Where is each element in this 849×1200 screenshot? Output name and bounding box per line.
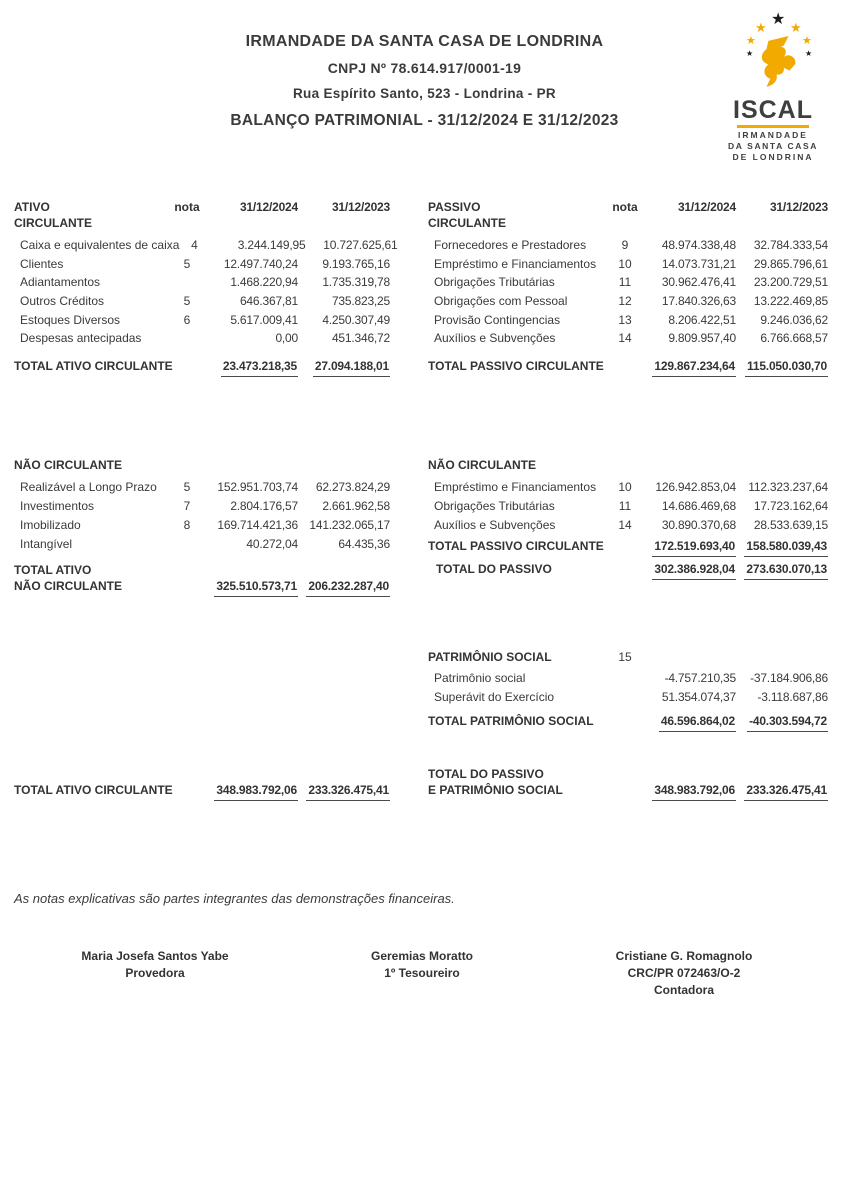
- row-value-2024: 9.809.957,40: [668, 331, 736, 346]
- star-icon: ★: [755, 20, 767, 35]
- total-label: TOTAL PATRIMÔNIO SOCIAL: [428, 714, 594, 728]
- row-label: Clientes: [20, 256, 64, 271]
- row-value-2023: 23.200.729,51: [753, 275, 828, 290]
- total-value-2023: 115.050.030,70: [745, 359, 828, 377]
- total-passivo-circulante: [428, 359, 828, 377]
- total-value-2023: 206.232.287,40: [306, 579, 390, 597]
- total-value-2024: 23.473.218,35: [221, 359, 298, 377]
- row-value-2024: 30.890.370,68: [661, 518, 736, 532]
- table-row: [428, 294, 828, 313]
- logo-subtitle: DE LONDRINA: [732, 152, 814, 162]
- patrimonio-title-row: [428, 650, 828, 671]
- org-cnpj: CNPJ Nº 78.614.917/0001-19: [327, 60, 522, 76]
- row-value-2023: 112.323.237,64: [748, 480, 828, 494]
- table-row: [428, 238, 828, 257]
- total-passivo-nao-circulante: [428, 539, 828, 555]
- row-value-2023: 29.865.796,61: [753, 256, 828, 271]
- section-passivo-nao-circulante: [428, 458, 828, 580]
- row-label: Fornecedores e Prestadores: [434, 238, 587, 252]
- star-icon: ★: [790, 20, 802, 35]
- table-row: [428, 480, 828, 499]
- row-nota: 13: [618, 312, 632, 327]
- iscal-figure-icon: [754, 34, 802, 88]
- org-address: Rua Espírito Santo, 523 - Londrina - PR: [293, 86, 556, 101]
- column-header-2023: 31/12/2023: [769, 200, 828, 214]
- column-header-2024: 31/12/2024: [677, 200, 736, 214]
- row-nota: 5: [183, 480, 191, 494]
- row-label: Empréstimo e Financiamentos: [434, 256, 597, 271]
- row-value-2023: 451.346,72: [331, 331, 390, 346]
- row-label: Realizável a Longo Prazo: [20, 480, 157, 494]
- row-nota: 14: [618, 518, 632, 532]
- row-value-2023: 10.727.625,61: [323, 238, 398, 252]
- table-row: [14, 480, 390, 499]
- row-label: Provisão Contingencias: [434, 312, 561, 327]
- total-value-2023: 158.580.039,43: [744, 539, 828, 557]
- row-value-2024: 14.073.731,21: [661, 256, 736, 271]
- table-row: [428, 257, 828, 276]
- row-value-2024: 48.974.338,48: [661, 238, 736, 252]
- row-nota: 10: [618, 256, 632, 271]
- row-label: Patrimônio social: [434, 671, 526, 685]
- table-row: [428, 671, 828, 690]
- row-value-2023: 13.222.469,85: [753, 294, 828, 309]
- logo-acronym: ISCAL: [733, 96, 813, 124]
- section-patrimonio-social: [428, 650, 828, 732]
- table-row: [14, 294, 390, 313]
- signature-provedora: [40, 948, 270, 982]
- section-title: PATRIMÔNIO SOCIAL: [428, 650, 552, 664]
- row-value-2023: -37.184.906,86: [750, 671, 828, 685]
- total-value-2024: 302.386.928,04: [652, 562, 736, 580]
- row-nota: 7: [183, 499, 191, 513]
- row-label: Estoques Diversos: [20, 312, 121, 327]
- row-value-2023: -3.118.687,86: [757, 690, 828, 704]
- row-value-2023: 32.784.333,54: [753, 238, 828, 252]
- row-value-2023: 28.533.639,15: [753, 518, 828, 532]
- row-value-2023: 62.273.824,29: [315, 480, 390, 494]
- section-ativo-circulante: [14, 200, 398, 377]
- table-row: [14, 499, 390, 518]
- signature-name: Geremias Moratto: [370, 949, 474, 963]
- table-row: [14, 537, 390, 556]
- row-value-2024: 3.244.149,95: [237, 238, 306, 252]
- row-label: Imobilizado: [20, 518, 81, 532]
- grand-total-ativo: [14, 783, 390, 801]
- signature-name: Cristiane G. Romagnolo: [615, 949, 753, 963]
- row-label: Obrigações Tributárias: [434, 499, 555, 513]
- row-value-2024: 17.840.326,63: [661, 294, 736, 309]
- row-label: Investimentos: [20, 499, 95, 513]
- signature-role: Provedora: [125, 966, 185, 980]
- row-label: Intangível: [20, 537, 73, 551]
- section-title: NÃO CIRCULANTE: [14, 458, 122, 472]
- row-value-2023: 6.766.668,57: [760, 331, 828, 346]
- row-label: Obrigações Tributárias: [434, 275, 555, 290]
- table-row: [428, 499, 828, 518]
- row-nota: 5: [183, 256, 191, 271]
- column-header-2024: 31/12/2024: [239, 200, 298, 214]
- total-label-line2: E PATRIMÔNIO SOCIAL: [428, 783, 563, 797]
- row-nota: 9: [621, 238, 629, 252]
- row-nota: 8: [183, 518, 191, 532]
- total-value-2023: 27.094.188,01: [313, 359, 390, 377]
- section-title: NÃO CIRCULANTE: [428, 458, 536, 472]
- row-label: Obrigações com Pessoal: [434, 294, 568, 309]
- row-value-2023: 1.735.319,78: [322, 275, 390, 290]
- row-value-2023: 141.232.065,17: [309, 518, 390, 532]
- star-icon: ★: [802, 35, 812, 47]
- row-value-2024: 126.942.853,04: [655, 480, 736, 494]
- total-label: TOTAL PASSIVO CIRCULANTE: [428, 539, 604, 553]
- row-label: Superávit do Exercício: [434, 690, 555, 704]
- total-value-2024: 348.983.792,06: [652, 783, 736, 801]
- star-icon: ★: [805, 49, 813, 58]
- total-value-2024: 46.596.864,02: [659, 714, 736, 732]
- row-value-2024: 14.686.469,68: [661, 499, 736, 513]
- section-title: PASSIVO: [428, 200, 481, 214]
- row-nota: 11: [618, 275, 632, 290]
- total-label: TOTAL ATIVO CIRCULANTE: [14, 783, 173, 797]
- logo-divider: [737, 125, 809, 128]
- table-row: [14, 518, 390, 537]
- row-value-2023: 2.661.962,58: [322, 499, 390, 513]
- column-header-nota: nota: [612, 200, 638, 214]
- total-label-line1: TOTAL DO PASSIVO: [428, 767, 544, 781]
- row-label: Empréstimo e Financiamentos: [434, 480, 597, 494]
- total-label: TOTAL ATIVO CIRCULANTE: [14, 359, 173, 374]
- row-value-2024: 12.497.740,24: [223, 256, 298, 271]
- row-nota: 6: [183, 312, 191, 327]
- row-value-2023: 9.246.036,62: [760, 312, 828, 327]
- row-label: Caixa e equivalentes de caixa: [20, 238, 180, 252]
- row-nota: 5: [183, 294, 191, 309]
- total-value-2023: -40.303.594,72: [747, 714, 828, 732]
- row-nota: 14: [618, 331, 632, 346]
- row-label: Outros Créditos: [20, 294, 105, 309]
- row-value-2023: 64.435,36: [338, 537, 390, 551]
- row-value-2023: 9.193.765,16: [322, 256, 390, 271]
- grand-total-passivo: [428, 767, 828, 801]
- signature-contadora: [569, 948, 799, 999]
- section-nota: 15: [618, 650, 632, 664]
- signature-role: CRC/PR 072463/O-2: [627, 966, 741, 980]
- row-value-2024: 40.272,04: [246, 537, 298, 551]
- section-passivo-circulante: [428, 200, 828, 377]
- row-nota: 11: [618, 499, 632, 513]
- row-value-2023: 17.723.162,64: [753, 499, 828, 513]
- row-value-2024: 8.206.422,51: [668, 312, 736, 327]
- column-header-nota: nota: [174, 200, 200, 214]
- table-row: [428, 331, 828, 350]
- table-row: [428, 518, 828, 537]
- row-value-2024: 2.804.176,57: [230, 499, 298, 513]
- row-value-2024: 0,00: [275, 331, 298, 346]
- table-row: [14, 331, 390, 350]
- star-icon: ★: [746, 35, 756, 47]
- total-value-2023: 233.326.475,41: [306, 783, 390, 801]
- signature-name: Maria Josefa Santos Yabe: [81, 949, 229, 963]
- total-ativo-circulante: [14, 359, 390, 377]
- total-do-passivo: [428, 562, 828, 580]
- table-row: [14, 275, 390, 294]
- signature-role2: Contadora: [654, 983, 714, 997]
- table-row: [428, 690, 828, 709]
- row-label: Despesas antecipadas: [20, 331, 142, 346]
- star-icon: ★: [746, 49, 754, 58]
- table-row: [14, 238, 398, 257]
- row-nota: 10: [618, 480, 632, 494]
- row-value-2023: 4.250.307,49: [322, 312, 390, 327]
- row-nota: 4: [191, 238, 198, 252]
- document-title: BALANÇO PATRIMONIAL - 31/12/2024 E 31/12/2023: [230, 112, 619, 129]
- total-value-2024: 129.867.234,64: [652, 359, 736, 377]
- row-nota: 12: [618, 294, 632, 309]
- total-ativo-nao-circulante: [14, 563, 390, 597]
- row-label: Adiantamentos: [20, 275, 101, 290]
- star-icon: ★: [771, 11, 786, 28]
- total-value-2024: 348.983.792,06: [214, 783, 298, 801]
- total-label-line2: NÃO CIRCULANTE: [14, 579, 122, 593]
- table-row: [14, 257, 390, 276]
- section-subtitle: CIRCULANTE: [14, 216, 92, 230]
- column-header-2023: 31/12/2023: [331, 200, 390, 214]
- row-value-2024: 152.951.703,74: [217, 480, 298, 494]
- row-label: Auxílios e Subvenções: [434, 331, 556, 346]
- total-patrimonio-social: [428, 714, 828, 732]
- section-title: ATIVO: [14, 200, 50, 214]
- row-value-2024: 1.468.220,94: [230, 275, 298, 290]
- signature-tesoureiro: [307, 948, 537, 982]
- total-value-2023: 233.326.475,41: [744, 783, 828, 801]
- explanatory-note: As notas explicativas são partes integrantes das demonstrações financeiras.: [14, 891, 455, 906]
- row-value-2024: 646.367,81: [239, 294, 298, 309]
- signature-role: 1º Tesoureiro: [384, 966, 460, 980]
- section-subtitle: CIRCULANTE: [428, 216, 506, 230]
- total-value-2024: 172.519.693,40: [652, 539, 736, 557]
- total-label: TOTAL DO PASSIVO: [436, 562, 552, 576]
- row-value-2024: 5.617.009,41: [230, 312, 298, 327]
- total-label-line1: TOTAL ATIVO: [14, 563, 92, 577]
- row-label: Auxílios e Subvenções: [434, 518, 556, 532]
- logo-subtitle: IRMANDADE: [738, 130, 808, 140]
- total-label: TOTAL PASSIVO CIRCULANTE: [428, 359, 604, 374]
- table-row: [428, 313, 828, 332]
- logo-subtitle: DA SANTA CASA: [728, 141, 818, 151]
- row-value-2024: 169.714.421,36: [217, 518, 298, 532]
- org-name: IRMANDADE DA SANTA CASA DE LONDRINA: [245, 33, 604, 50]
- table-row: [428, 275, 828, 294]
- section-ativo-nao-circulante: [14, 458, 390, 597]
- row-value-2024: 30.962.476,41: [661, 275, 736, 290]
- row-value-2024: -4.757.210,35: [664, 671, 736, 685]
- row-value-2024: 51.354.074,37: [661, 690, 736, 704]
- table-row: [14, 313, 390, 332]
- iscal-logo: [708, 11, 838, 162]
- total-value-2024: 325.510.573,71: [214, 579, 298, 597]
- total-value-2023: 273.630.070,13: [744, 562, 828, 580]
- row-value-2023: 735.823,25: [331, 294, 390, 309]
